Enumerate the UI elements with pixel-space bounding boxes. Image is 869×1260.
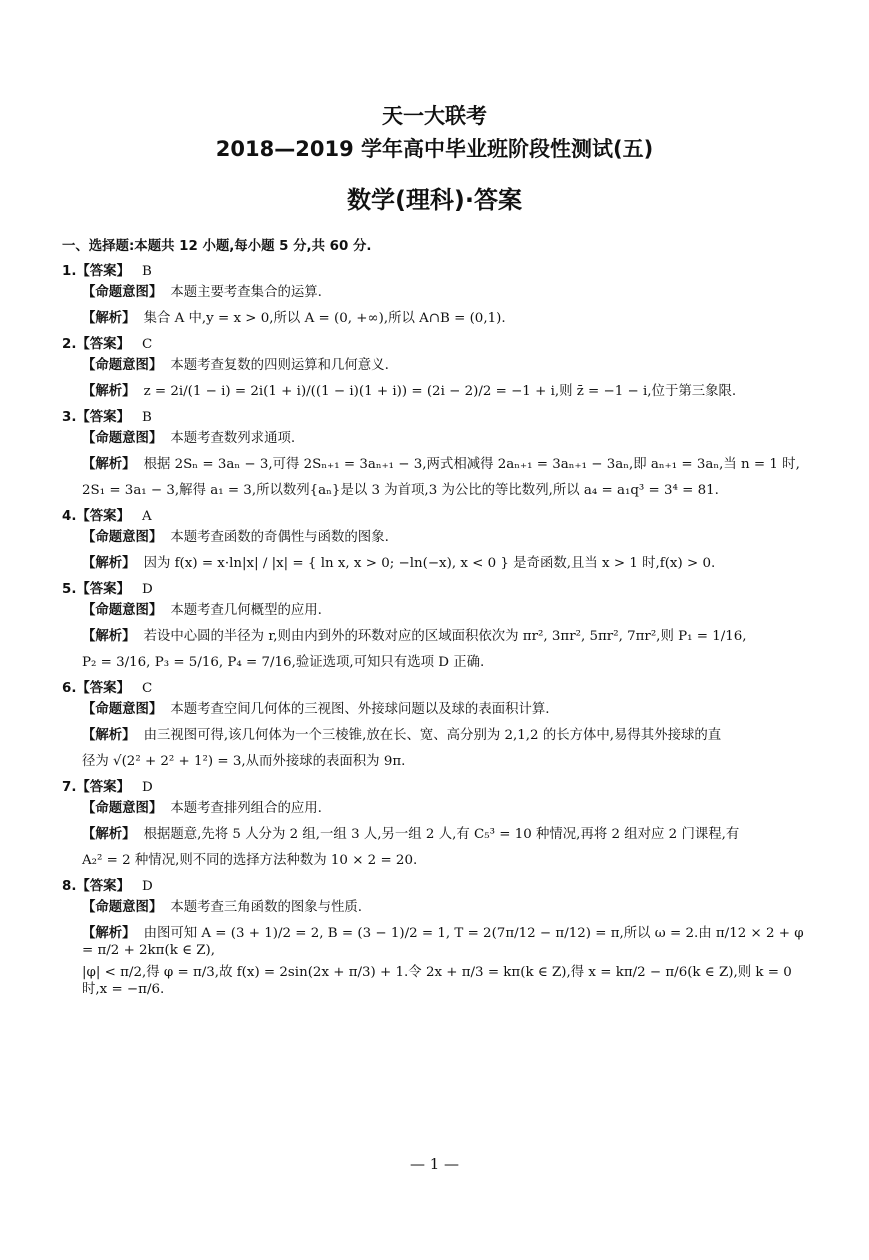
question-answer-line [62, 263, 810, 284]
answer-label: 【答案】 [76, 879, 130, 894]
intent-label: 【命题意图】 [82, 431, 163, 446]
answer-label: 【答案】 [76, 582, 130, 597]
answer-choice: C [141, 337, 153, 352]
question-answer-line [62, 409, 810, 430]
analysis-label: 【解析】 [82, 311, 136, 326]
question-number: 8. [62, 879, 77, 894]
analysis-label: 【解析】 [82, 629, 136, 644]
question-list [62, 263, 810, 998]
intent-text: 本题考查空间几何体的三视图、外接球问题以及球的表面积计算. [170, 702, 550, 717]
intent-text: 本题考查复数的四则运算和几何意义. [170, 358, 389, 373]
analysis-continuation: 径为 √(2² + 2² + 1²) = 3,从而外接球的表面积为 9π. [82, 754, 406, 769]
analysis-line [82, 310, 810, 331]
question-number: 2. [62, 337, 77, 352]
exam-session-title: 2018—2019 学年高中毕业班阶段性测试(五) [215, 137, 654, 161]
page-number: — 1 — [409, 1155, 460, 1173]
analysis-continuation: A₂² = 2 种情况,则不同的选择方法种数为 10 × 2 = 20. [82, 853, 418, 868]
answer-label: 【答案】 [76, 410, 130, 425]
analysis-text: z = 2i/(1 − i) = 2i(1 + i)/((1 − i)(1 + i)) = (2i − 2)/2 = −1 + i,则 z̄ = −1 − i,位于第三象限. [143, 384, 737, 399]
question-block [62, 878, 810, 998]
question-block [62, 680, 810, 774]
answer-choice: B [141, 410, 152, 425]
question-block [62, 336, 810, 404]
question-answer-line [62, 581, 810, 602]
analysis-line [82, 555, 810, 576]
section-heading: 一、选择题:本题共 12 小题,每小题 5 分,共 60 分. [62, 239, 372, 254]
intent-text: 本题考查函数的奇偶性与函数的图象. [170, 530, 389, 545]
question-block [62, 409, 810, 503]
intent-line [82, 800, 810, 821]
analysis-text: 根据题意,先将 5 人分为 2 组,一组 3 人,另一组 2 人,有 C₅³ = 10 种情况,再将 2 组对应 2 门课程,有 [143, 827, 740, 842]
analysis-line [82, 925, 810, 959]
question-number: 6. [62, 681, 77, 696]
question-answer-line [62, 508, 810, 529]
question-answer-line [62, 336, 810, 357]
question-number: 5. [62, 582, 77, 597]
answer-label: 【答案】 [76, 780, 130, 795]
intent-text: 本题主要考查集合的运算. [170, 285, 322, 300]
exam-union-title: 天一大联考 [382, 104, 487, 128]
answer-choice: D [141, 582, 153, 597]
intent-text: 本题考查数列求通项. [170, 431, 296, 446]
analysis-label: 【解析】 [82, 827, 136, 842]
question-number: 7. [62, 780, 77, 795]
analysis-line [82, 383, 810, 404]
analysis-line [82, 456, 810, 477]
analysis-text: 根据 2Sₙ = 3aₙ − 3,可得 2Sₙ₊₁ = 3aₙ₊₁ − 3,两式相减得 2aₙ₊₁ = 3aₙ₊₁ − 3aₙ,即 aₙ₊₁ = 3aₙ,当 n = 1 时, [143, 457, 800, 472]
question-block [62, 581, 810, 675]
intent-line [82, 602, 810, 623]
answer-choice: C [141, 681, 153, 696]
answer-choice: D [141, 780, 153, 795]
analysis-label: 【解析】 [82, 728, 136, 743]
answer-label: 【答案】 [76, 681, 130, 696]
subject-answer-title: 数学(理科)·答案 [346, 186, 523, 214]
answer-choice: D [141, 879, 153, 894]
analysis-label: 【解析】 [82, 556, 136, 571]
intent-line [82, 357, 810, 378]
analysis-line [82, 826, 810, 847]
question-block [62, 508, 810, 576]
question-number: 4. [62, 509, 77, 524]
intent-line [82, 899, 810, 920]
analysis-text: 若设中心圆的半径为 r,则由内到外的环数对应的区域面积依次为 πr², 3πr², 5πr², 7πr²,则 P₁ = 1/16, [143, 629, 747, 644]
analysis-continuation: |φ| < π/2,得 φ = π/3,故 f(x) = 2sin(2x + π/3) + 1.令 2x + π/3 = kπ(k ∈ Z),得 x = kπ/2 − π/6(k ∈ Z),则 k = 0 时,x = −π/6. [82, 965, 792, 997]
analysis-text: 集合 A 中,y = x > 0,所以 A = (0, +∞),所以 A∩B = (0,1). [143, 311, 506, 326]
intent-label: 【命题意图】 [82, 900, 163, 915]
answer-label: 【答案】 [76, 337, 130, 352]
question-block [62, 779, 810, 873]
analysis-continuation: 2S₁ = 3a₁ − 3,解得 a₁ = 3,所以数列{aₙ}是以 3 为首项,3 为公比的等比数列,所以 a₄ = a₁q³ = 3⁴ = 81. [82, 483, 719, 498]
intent-text: 本题考查几何概型的应用. [170, 603, 322, 618]
intent-label: 【命题意图】 [82, 285, 163, 300]
intent-label: 【命题意图】 [82, 702, 163, 717]
question-block [62, 263, 810, 331]
analysis-text: 由三视图可得,该几何体为一个三棱锥,放在长、宽、高分别为 2,1,2 的长方体中,易得其外接球的直 [143, 728, 722, 743]
question-answer-line [62, 779, 810, 800]
intent-text: 本题考查三角函数的图象与性质. [170, 900, 363, 915]
question-number: 3. [62, 410, 77, 425]
analysis-text: 因为 f(x) = x·ln|x| / |x| = { ln x, x > 0; −ln(−x), x < 0 } 是奇函数,且当 x > 1 时,f(x) > 0. [143, 556, 716, 571]
analysis-text: 由图可知 A = (3 + 1)/2 = 2, B = (3 − 1)/2 = 1, T = 2(7π/12 − π/12) = π,所以 ω = 2.由 π/12 × 2 + φ = π/2 + 2kπ(k ∈ Z), [82, 926, 804, 958]
analysis-line [82, 628, 810, 649]
analysis-continuation: P₂ = 3/16, P₃ = 5/16, P₄ = 7/16,验证选项,可知只有选项 D 正确. [82, 655, 485, 670]
answer-choice: A [141, 509, 152, 524]
intent-text: 本题考查排列组合的应用. [170, 801, 322, 816]
analysis-label: 【解析】 [82, 384, 136, 399]
answer-body [62, 238, 810, 1003]
intent-label: 【命题意图】 [82, 530, 163, 545]
question-answer-line [62, 680, 810, 701]
intent-line [82, 529, 810, 550]
analysis-label: 【解析】 [82, 457, 136, 472]
answer-label: 【答案】 [76, 509, 130, 524]
intent-label: 【命题意图】 [82, 603, 163, 618]
question-number: 1. [62, 264, 77, 279]
intent-line [82, 284, 810, 305]
answer-choice: B [141, 264, 152, 279]
analysis-line [82, 727, 810, 748]
intent-line [82, 701, 810, 722]
analysis-label: 【解析】 [82, 926, 136, 941]
answer-label: 【答案】 [76, 264, 130, 279]
intent-label: 【命题意图】 [82, 358, 163, 373]
intent-label: 【命题意图】 [82, 801, 163, 816]
intent-line [82, 430, 810, 451]
question-answer-line [62, 878, 810, 899]
